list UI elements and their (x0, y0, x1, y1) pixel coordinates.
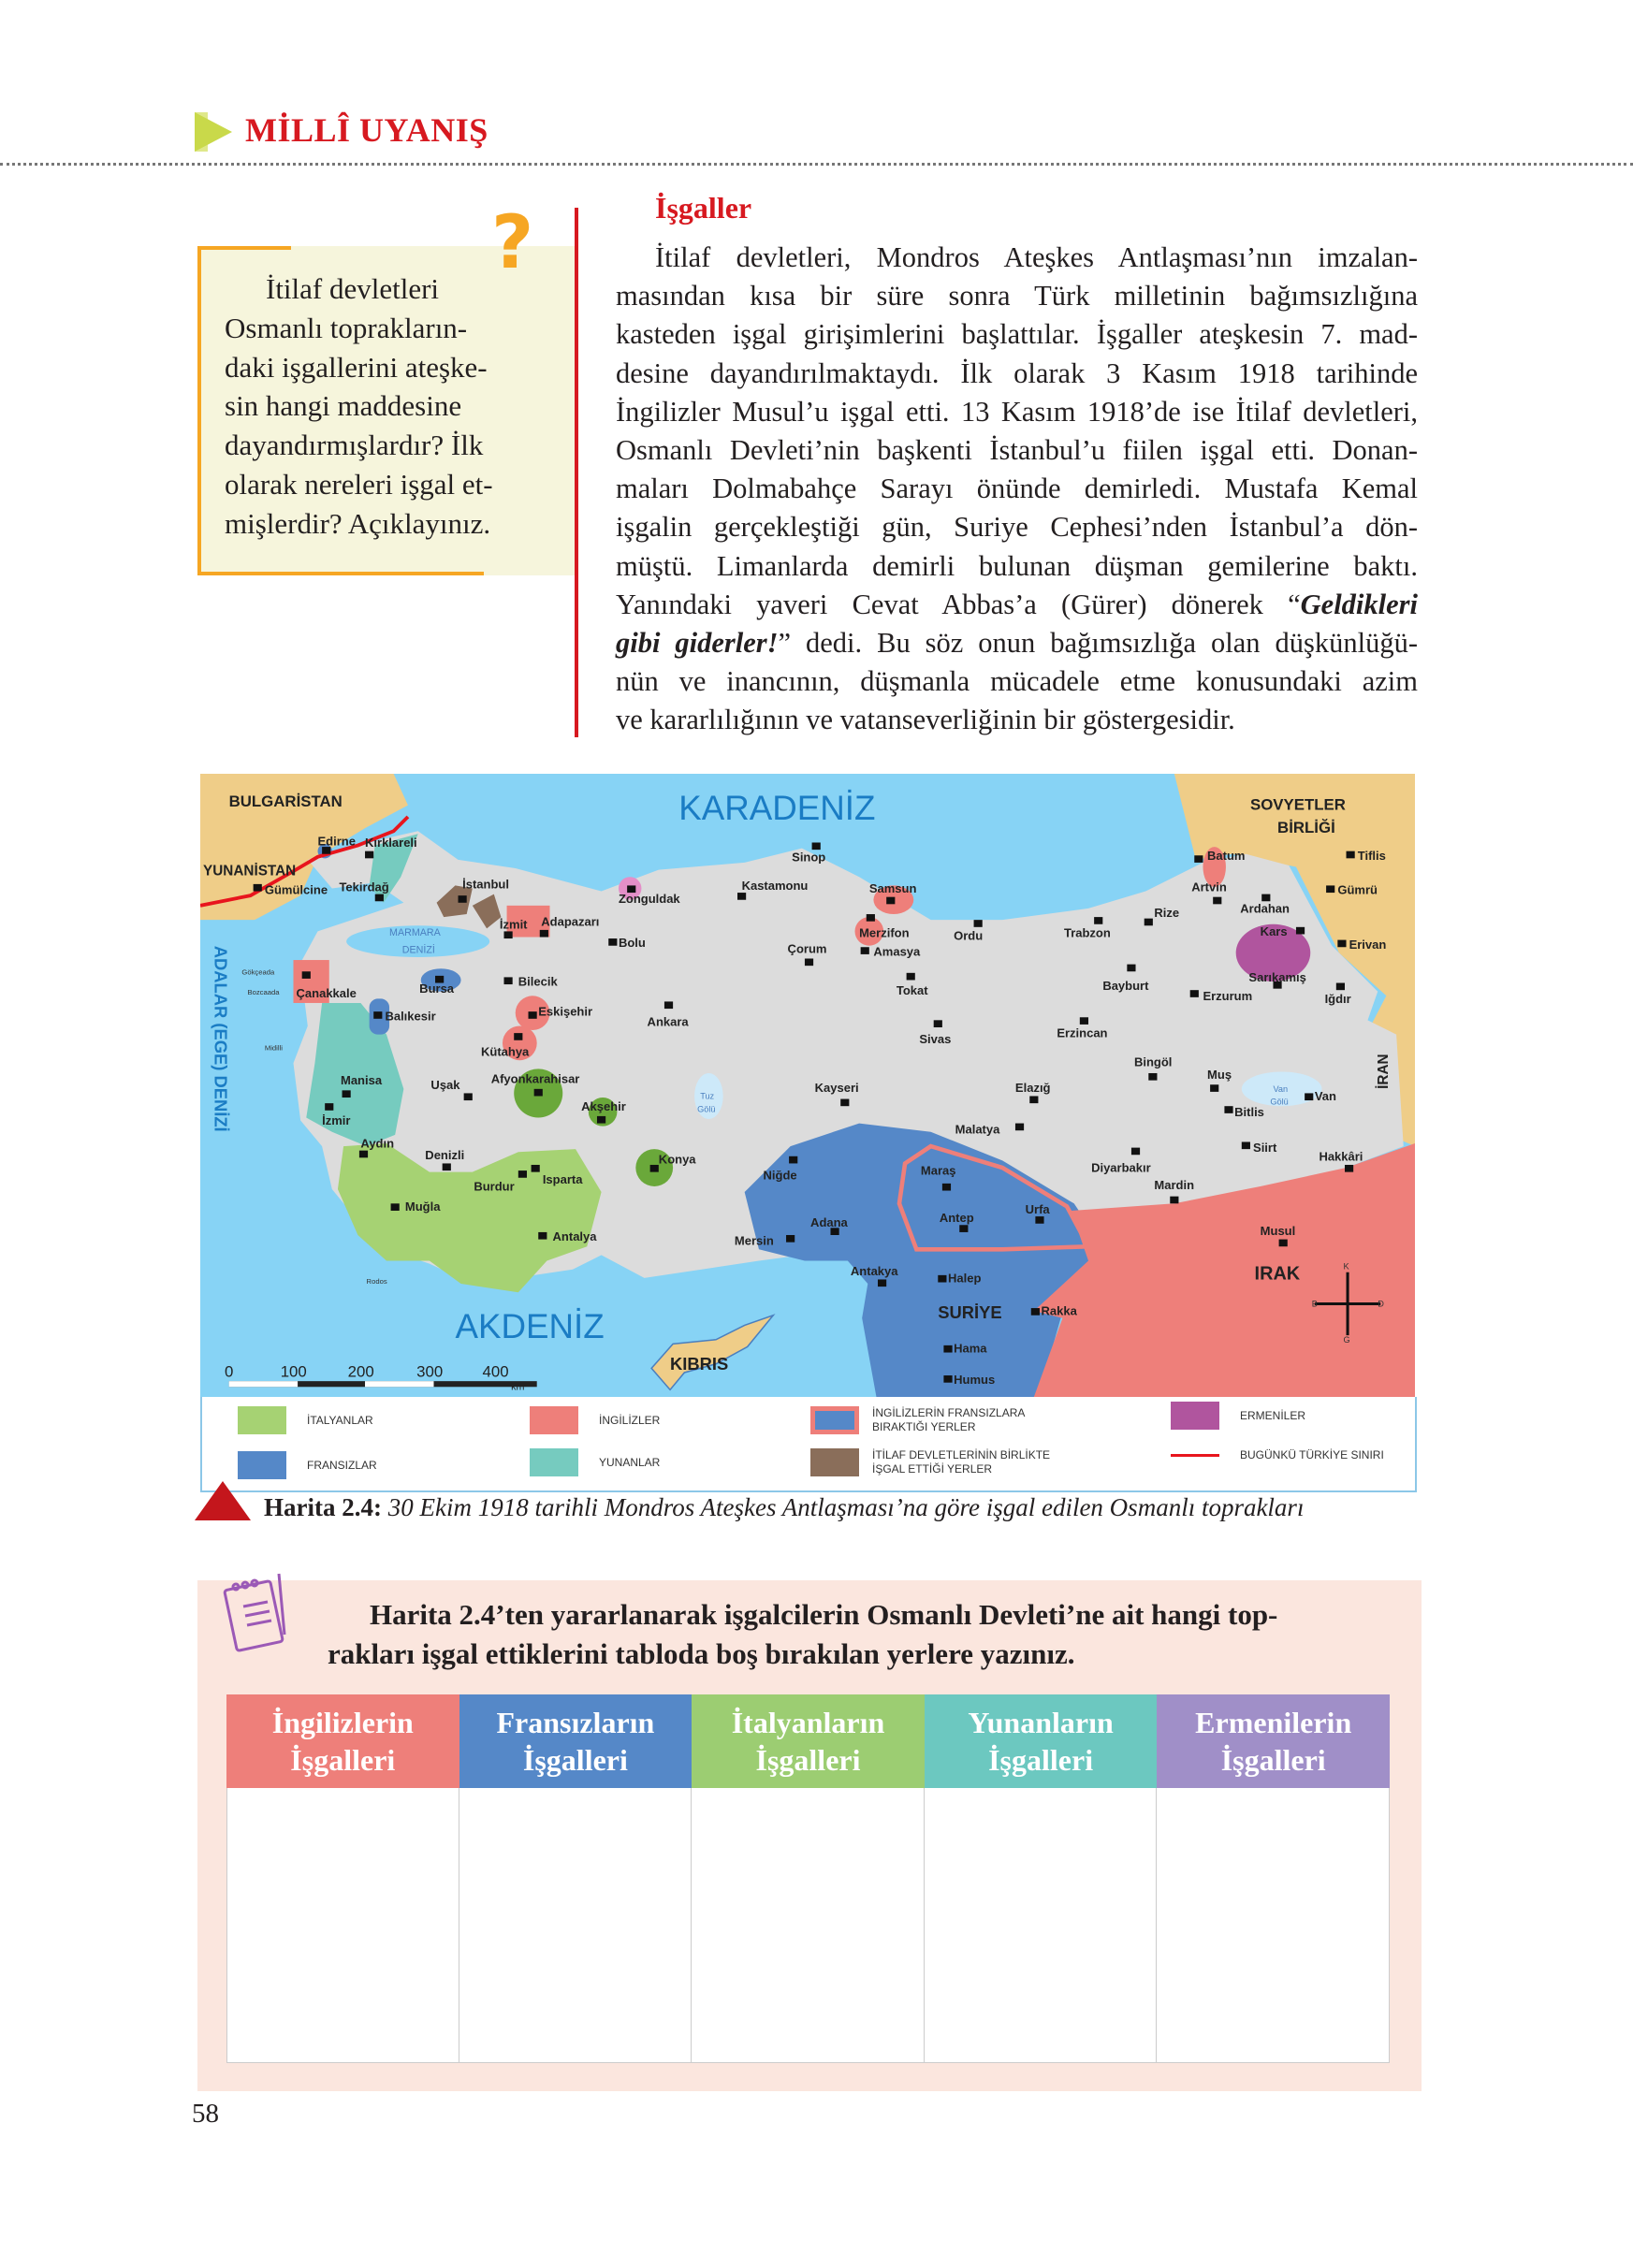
city-marker-icon (514, 1033, 522, 1040)
city-label: Adana (810, 1214, 848, 1229)
map-label: MARMARA (389, 927, 441, 939)
table-header-british: İngilizlerin İşgalleri (226, 1694, 459, 1788)
city-marker-icon (1347, 851, 1355, 859)
legend-label: YUNANLAR (599, 1456, 661, 1469)
city-label: Tekirdağ (339, 880, 389, 894)
city-marker-icon (974, 920, 983, 927)
question-text (225, 269, 561, 544)
legend-label: İTİLAF DEVLETLERİNİN BİRLİKTE İŞGAL ETTİĞİ YERLER (872, 1448, 1051, 1476)
city-marker-icon (907, 973, 915, 981)
activity-instructions (328, 1595, 1394, 1674)
city-marker-icon (737, 893, 746, 900)
city-label: Sarıkamış (1248, 969, 1306, 985)
city-label: Tokat (896, 982, 928, 997)
map-label: BULGARİSTAN (228, 792, 343, 811)
paragraph-line: maları Dolmabahçe Sarayı önünde demirledi. Mustafa Kemal (616, 472, 1418, 505)
map-label: Van (1273, 1083, 1289, 1094)
city-marker-icon (1261, 894, 1270, 902)
city-label: Isparta (542, 1171, 583, 1186)
city-marker-icon (518, 1170, 527, 1178)
map-label: ADALAR (EGE) DENİZİ (211, 945, 231, 1132)
activity-line: Harita 2.4’ten yararlanarak işgalcilerin Osmanlı Devleti’ne ait hangi top- (370, 1598, 1278, 1631)
city-label: Bingöl (1133, 1054, 1173, 1069)
city-label: Muğla (404, 1199, 441, 1214)
chapter-title: MİLLÎ UYANIŞ (245, 111, 488, 149)
city-marker-icon (597, 1116, 605, 1124)
city-label: Ardahan (1240, 901, 1290, 916)
city-label: Gümülcine (264, 882, 328, 897)
city-marker-icon (1170, 1197, 1178, 1204)
legend-label: ERMENİLER (1240, 1409, 1306, 1422)
city-marker-icon (443, 1163, 451, 1170)
city-label: Sinop (792, 850, 826, 865)
city-label: Edirne (317, 834, 356, 849)
legend-label: İNGİLİZLER (599, 1414, 661, 1427)
map-label: km (511, 1381, 525, 1393)
legend-swatch (238, 1406, 286, 1434)
city-marker-icon (373, 1011, 382, 1019)
city-label: Merzifon (859, 925, 910, 940)
city-label: İzmit (499, 917, 528, 932)
city-marker-icon (532, 1165, 540, 1172)
paragraph-line (616, 586, 1418, 624)
paragraph-line: müştü. Limanlarda demirli bulunan düşman gemilerine baktı. (616, 549, 1418, 582)
map-label: İRAN (1375, 1054, 1392, 1089)
city-label: Kırklareli (365, 836, 417, 850)
map-label: 0 (225, 1362, 234, 1381)
legend-item (810, 1406, 1050, 1434)
city-marker-icon (840, 1099, 849, 1107)
city-label: Antep (939, 1211, 974, 1226)
city-label: Diyarbakır (1091, 1160, 1151, 1175)
city-marker-icon (886, 897, 895, 905)
legend-swatch (530, 1448, 578, 1476)
paragraph-line: İtilaf devletleri, Mondros Ateşkes Antlaşması’nın imzalan- (655, 241, 1418, 273)
city-label: Akşehir (581, 1098, 626, 1113)
city-label: İzmir (322, 1113, 351, 1128)
city-marker-icon (302, 971, 311, 979)
city-label: Bilecik (518, 974, 558, 989)
question-line: İtilaf devletleri (266, 272, 440, 305)
city-marker-icon (867, 914, 875, 922)
city-label: Kayseri (814, 1080, 859, 1095)
map-label: Gökçeada (241, 967, 275, 977)
city-label: Hama (954, 1341, 987, 1356)
city-label: Zonguldak (618, 891, 680, 906)
legend-swatch (810, 1448, 859, 1476)
city-marker-icon (878, 1279, 886, 1287)
question-line: Osmanlı toprakların- (225, 311, 468, 344)
map-label: D (1378, 1299, 1384, 1309)
map-label: K (1343, 1261, 1349, 1272)
city-label: Bayburt (1102, 979, 1149, 994)
city-label: Samsun (868, 881, 917, 896)
city-label: Humus (954, 1373, 996, 1388)
city-marker-icon (1145, 919, 1153, 926)
occupation-map (200, 774, 1415, 1397)
caption-text: 30 Ekim 1918 tarihli Mondros Ateşkes Antlaşması’na göre işgal edilen Osmanlı toprakları (387, 1493, 1305, 1521)
city-label: Kars (1260, 924, 1288, 939)
city-marker-icon (1080, 1017, 1088, 1025)
legend-label: FRANSIZLAR (307, 1459, 377, 1472)
city-label: Antakya (850, 1263, 898, 1278)
map-label: KIBRIS (670, 1353, 729, 1374)
legend-item (810, 1448, 1059, 1476)
city-label: Ankara (647, 1014, 689, 1029)
map-label: AKDENİZ (455, 1307, 605, 1346)
question-line: mişlerdir? Açıklayınız. (225, 506, 491, 540)
city-marker-icon (1279, 1240, 1288, 1247)
city-marker-icon (1094, 917, 1102, 924)
city-marker-icon (943, 1375, 952, 1383)
city-marker-icon (664, 1001, 673, 1009)
city-label: Muş (1207, 1068, 1232, 1083)
city-marker-icon (786, 1235, 795, 1243)
paragraph-line: işgalin gerçekleştiği gün, Suriye Cephesi’nden İstanbul’a dön- (616, 511, 1418, 544)
map-label: B (1311, 1299, 1318, 1309)
legend-line (1171, 1454, 1219, 1457)
map-label: Bozcaada (247, 987, 280, 996)
city-marker-icon (534, 1089, 543, 1097)
legend-item (1171, 1448, 1384, 1461)
quote: gibi giderler! (616, 627, 779, 660)
map-label: Rodos (366, 1277, 387, 1287)
city-marker-icon (1127, 965, 1135, 972)
paragraph-line: masından kısa bir süre sonra Türk milletinin bağımsızlığına (616, 280, 1418, 313)
city-marker-icon (1337, 940, 1346, 948)
map-label: SOVYETLER (1249, 795, 1346, 814)
city-marker-icon (529, 1011, 537, 1019)
legend-swatch (810, 1406, 859, 1434)
city-label: Rakka (1041, 1303, 1077, 1318)
city-marker-icon (1029, 1096, 1038, 1103)
city-marker-icon (934, 1020, 942, 1027)
legend-label: İTALYANLAR (307, 1414, 373, 1427)
city-marker-icon (942, 1184, 951, 1191)
map-label: 400 (482, 1362, 509, 1381)
city-marker-icon (504, 977, 513, 984)
city-label: Denizli (425, 1147, 465, 1162)
answer-cell-british[interactable] (226, 1788, 459, 2063)
city-marker-icon (608, 938, 617, 946)
map-label: SURİYE (938, 1301, 1002, 1322)
city-marker-icon (375, 894, 384, 902)
city-label: Musul (1260, 1223, 1296, 1238)
legend-item (1171, 1402, 1305, 1430)
city-marker-icon (650, 1165, 659, 1172)
city-marker-icon (1035, 1216, 1043, 1224)
caption-marker-icon (195, 1481, 251, 1520)
map-label: Midilli (264, 1043, 283, 1053)
city-label: Tiflis (1357, 848, 1386, 863)
city-marker-icon (861, 947, 869, 954)
city-label: Trabzon (1063, 925, 1111, 940)
map-label: IRAK (1254, 1263, 1301, 1285)
city-label: Batum (1207, 848, 1246, 863)
city-marker-icon (538, 1232, 547, 1240)
legend-swatch (238, 1451, 286, 1479)
city-marker-icon (1345, 1165, 1353, 1172)
city-label: Bursa (419, 981, 455, 996)
city-label: Maraş (920, 1163, 956, 1178)
header-divider (0, 163, 1633, 166)
column-divider (575, 208, 578, 737)
question-line: dayandırmışlardır? İlk (225, 429, 484, 462)
legend-label: İNGİLİZLERİN FRANSIZLARA BIRAKTIĞI YERLER (872, 1406, 1025, 1433)
table-header-armenian: Ermenilerin İşgalleri (1157, 1694, 1390, 1788)
city-marker-icon (1305, 1093, 1313, 1100)
legend-swatch (530, 1406, 578, 1434)
caption-label: Harita 2.4: (264, 1493, 382, 1521)
city-label: Bolu (618, 936, 646, 951)
city-marker-icon (391, 1203, 400, 1211)
map-label: DENİZİ (401, 944, 435, 956)
city-label: Urfa (1025, 1202, 1050, 1217)
question-mark-icon: ? (491, 201, 534, 285)
map-legend (200, 1397, 1417, 1492)
table-header-greek: Yunanların İşgalleri (925, 1694, 1158, 1788)
paragraph-line: nün ve inancının, düşmanla mücadele etme konusundaki azim (616, 665, 1418, 698)
city-label: Kütahya (481, 1044, 530, 1059)
city-label: Kastamonu (741, 879, 809, 894)
city-marker-icon (959, 1225, 968, 1232)
legend-swatch (1171, 1402, 1219, 1430)
city-marker-icon (1213, 897, 1221, 905)
city-label: Elazığ (1014, 1080, 1051, 1095)
city-label: Van (1314, 1089, 1336, 1104)
city-marker-icon (343, 1090, 351, 1098)
section-title: İşgaller (655, 191, 752, 225)
city-marker-icon (1242, 1141, 1250, 1149)
city-marker-icon (504, 931, 513, 938)
map-label: Tuz (700, 1091, 715, 1101)
city-label: Çanakkale (296, 985, 357, 1000)
city-label: Erzurum (1203, 988, 1253, 1003)
scale-bar (229, 1381, 537, 1387)
map-label: BİRLİĞİ (1277, 818, 1335, 836)
city-label: Artvin (1191, 880, 1227, 894)
city-label: Ordu (954, 928, 984, 943)
city-label: Konya (658, 1152, 696, 1167)
city-marker-icon (540, 930, 548, 938)
city-label: Hakkâri (1319, 1149, 1363, 1164)
city-marker-icon (1031, 1308, 1040, 1316)
city-marker-icon (1148, 1073, 1157, 1081)
city-marker-icon (1190, 990, 1199, 997)
question-line: olarak nereleri işgal et- (225, 467, 493, 501)
answer-cell-armenian[interactable] (1157, 1788, 1390, 2063)
city-marker-icon (359, 1151, 368, 1158)
city-label: Burdur (474, 1179, 515, 1194)
city-label: Uşak (430, 1077, 460, 1092)
city-marker-icon (943, 1345, 952, 1353)
city-label: Afyonkarahisar (490, 1071, 580, 1086)
text-span: ” dedi. Bu söz onun bağımsızlığa olan düşkünlüğü- (778, 627, 1418, 660)
paragraph-line: Osmanlı Devleti’nin başkenti İstanbul’u fiilen işgal etti. Donan- (616, 434, 1418, 467)
city-label: Aydın (360, 1136, 395, 1151)
city-label: Çorum (787, 941, 827, 956)
city-marker-icon (365, 851, 373, 859)
page-number: 58 (192, 2099, 219, 2129)
city-label: Malatya (955, 1122, 1000, 1137)
city-marker-icon (254, 884, 262, 892)
city-label: Balıkesir (385, 1009, 436, 1024)
city-label: Sivas (919, 1031, 952, 1046)
map-label: KARADENİZ (678, 788, 876, 827)
map-caption (264, 1493, 1415, 1522)
map-label: YUNANİSTAN (203, 863, 297, 880)
city-marker-icon (464, 1093, 473, 1100)
question-line: sin hangi maddesine (225, 389, 462, 423)
answer-cell-italian[interactable] (692, 1788, 925, 2063)
city-marker-icon (459, 895, 467, 903)
table-header-italian: İtalyanların İşgalleri (692, 1694, 925, 1788)
text-span: Yanındaki yaveri Cevat Abbas’a (Gürer) dönerek “ (616, 588, 1301, 620)
city-marker-icon (812, 842, 821, 850)
city-label: Gümrü (1337, 882, 1378, 897)
city-marker-icon (805, 959, 813, 967)
city-label: Eskişehir (538, 1004, 593, 1019)
city-marker-icon (938, 1275, 946, 1283)
table-header-french: Fransızların İşgalleri (459, 1694, 693, 1788)
city-label: Amasya (873, 944, 921, 959)
legend-item (238, 1451, 377, 1479)
paragraph-line: İngilizler Musul’u işgal etti. 13 Kasım 1918’de ise İtilaf devletleri, (616, 395, 1418, 428)
city-marker-icon (1326, 885, 1334, 893)
city-label: İstanbul (462, 877, 509, 892)
city-marker-icon (325, 1103, 333, 1111)
answer-cell-french[interactable] (459, 1788, 693, 2063)
city-label: Iğdır (1324, 991, 1351, 1006)
section-paragraph (616, 239, 1418, 740)
activity-line: rakları işgal ettiklerini tabloda boş bırakılan yerlere yazınız. (328, 1637, 1075, 1670)
city-marker-icon (1194, 855, 1203, 863)
city-label: Rize (1154, 906, 1180, 921)
city-marker-icon (1131, 1148, 1140, 1156)
city-label: Mardin (1154, 1177, 1195, 1193)
city-label: Adapazarı (541, 914, 600, 929)
map-label: Gölü (697, 1104, 716, 1114)
map-label: 100 (280, 1362, 307, 1381)
legend-item (238, 1406, 373, 1434)
map-label: 300 (416, 1362, 444, 1381)
city-label: Erzincan (1057, 1025, 1108, 1040)
city-label: Halep (948, 1271, 982, 1286)
paragraph-line: kasteden işgal girişimlerini başlattılar. İşgaller ateşkesin 7. mad- (616, 318, 1418, 351)
city-marker-icon (789, 1156, 797, 1164)
legend-item (530, 1448, 660, 1476)
map-label: G (1343, 1334, 1350, 1345)
map-label: 200 (347, 1362, 374, 1381)
occupation-table (226, 1694, 1390, 2063)
city-marker-icon (1224, 1106, 1232, 1113)
paragraph-line: desine dayandırılmaktaydı. İlk olarak 3 Kasım 1918 tarihinde (616, 356, 1418, 389)
notebook-pencil-icon (223, 1564, 307, 1658)
city-label: Manisa (341, 1073, 383, 1088)
city-marker-icon (1015, 1124, 1024, 1131)
city-label: Bitlis (1234, 1104, 1264, 1119)
chapter-arrow-icon (195, 112, 232, 152)
city-label: Siirt (1253, 1141, 1277, 1156)
city-marker-icon (1210, 1084, 1218, 1092)
answer-cell-greek[interactable] (925, 1788, 1158, 2063)
city-label: Niğde (763, 1168, 797, 1183)
legend-label: BUGÜNKÜ TÜRKİYE SINIRI (1240, 1448, 1384, 1461)
paragraph-line: ve kararlılığının ve vatanseverliğinin bir göstergesidir. (616, 704, 1235, 736)
city-label: Erivan (1349, 937, 1387, 952)
quote: Geldikleri (1300, 588, 1418, 620)
city-marker-icon (1336, 983, 1345, 991)
legend-item (530, 1406, 660, 1434)
city-label: Mersin (734, 1233, 774, 1248)
city-label: Antalya (552, 1229, 597, 1244)
map-label: Gölü (1270, 1097, 1289, 1107)
city-marker-icon (1296, 927, 1305, 935)
paragraph-line (616, 624, 1418, 662)
question-line: daki işgallerini ateşke- (225, 350, 488, 384)
